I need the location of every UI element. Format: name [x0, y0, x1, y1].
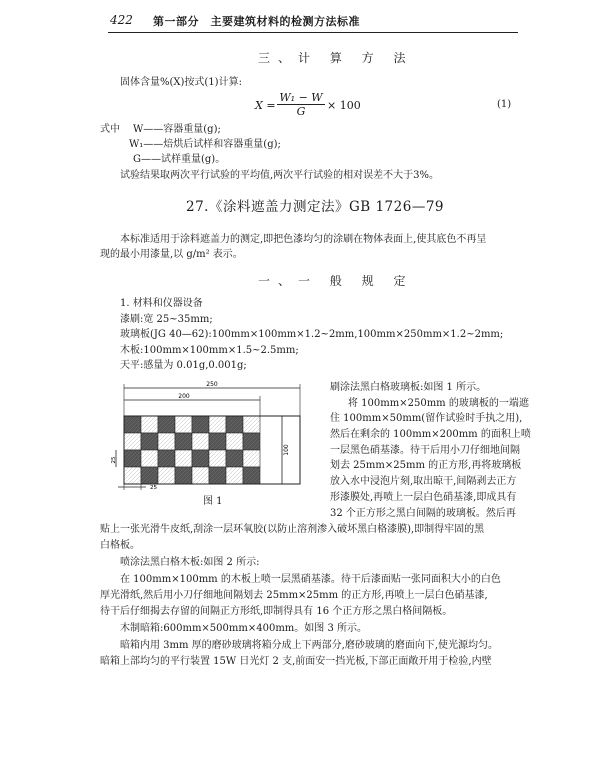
item-glass: 玻璃板(JG 40—62):100mm×100mm×1.2~2mm,100mm×250mm×1.2~2mm;: [120, 329, 504, 340]
fig-text-line-8: 形漆膜处,再喷上一层白色硝基漆,即成具有: [330, 492, 517, 503]
formula-multiplier: × 100: [327, 99, 361, 112]
hatch-line: [268, 416, 320, 484]
def-w: W——容器重量(g);: [133, 124, 221, 135]
spray-line-2: 厚光滑纸,然后用小刀仔细地间隔划去 25mm×25mm 的正方形,再喷上一层白色硝基漆,: [100, 590, 488, 601]
fig-text-line-5: 一层黑色硝基漆。待干后用小刀仔细地间隔: [330, 445, 520, 456]
hatch-line: [292, 416, 320, 484]
formula-fraction: [277, 91, 325, 118]
cont-line-1: 贴上一张光滑牛皮纸,刮涂一层环氧胶(以防止溶剂渗入破坏黑白格漆膜),即制得牢固的黑: [100, 524, 485, 535]
dim-label-25-h: 25: [150, 485, 157, 490]
fig-text-line-3: 住 100mm×50mm(留作试验时手执之用),: [330, 413, 523, 424]
fig-text-line-4: 然后在剩余的 100mm×200mm 的面积上喷: [330, 429, 531, 440]
header-title: 第一部分 主要建筑材料的检测方法标准: [153, 15, 360, 28]
dim-label-250: 250: [206, 381, 218, 388]
calc-intro: 固体含量%(X)按式(1)计算:: [120, 77, 242, 88]
general-heading: 一、一 般 规 定: [258, 274, 414, 288]
materials-subheading: 1. 材料和仪器设备: [120, 298, 203, 309]
page-number: 422: [110, 13, 133, 27]
formula-lhs: X =: [255, 99, 276, 112]
box-line: 木制暗箱:600mm×500mm×400mm。如图 3 所示。: [120, 623, 368, 634]
checker-cell-dark: [124, 450, 141, 467]
item-brush: 漆刷:宽 25~35mm;: [120, 314, 213, 325]
box-text-line-1: 暗箱内用 3mm 厚的磨砂玻璃将箱分成上下两部分,磨砂玻璃的磨面向下,使光源均匀。: [120, 640, 499, 651]
checker-cell-dark: [209, 433, 226, 450]
checker-cell-dark: [209, 467, 226, 484]
hatch-line: [272, 416, 320, 484]
where-label: 式中: [100, 124, 120, 135]
hatch-line: [110, 416, 124, 484]
checker-cell-dark: [175, 467, 192, 484]
fig-text-line-7: 放入水中浸泡片刻,取出晾干,间隔剥去正方: [330, 476, 517, 487]
checker-cell-dark: [141, 467, 158, 484]
checker-cell-dark: [192, 416, 209, 433]
formula-denominator: G: [296, 105, 306, 118]
hatch-line: [260, 416, 320, 484]
hatch-line: [288, 416, 320, 484]
def-g: G——试样重量(g)。: [133, 154, 226, 165]
calc-conclusion: 试验结果取两次平行试验的平均值,两次平行试验的相对误差不大于3%。: [120, 170, 440, 181]
spray-title: 喷涂法黑白格木板:如图 2 所示:: [120, 557, 260, 568]
checker-cell-dark: [124, 416, 141, 433]
checker-cell-dark: [243, 467, 260, 484]
checker-cell-dark: [158, 416, 175, 433]
checker-cell-dark: [226, 416, 243, 433]
item-board: 木板:100mm×100mm×1.5~2.5mm;: [120, 345, 299, 356]
formula-numerator: W₁ − W: [277, 91, 325, 105]
checker-cell-dark: [141, 433, 158, 450]
spray-line-3: 待干后仔细揭去存留的间隔正方形纸,即制得具有 16 个正方形之黑白格间隔板。: [100, 606, 453, 617]
dim-label-100: 100: [283, 444, 290, 456]
checker-cell-dark: [192, 450, 209, 467]
checker-cell-dark: [175, 433, 192, 450]
figure1-diagram: [110, 378, 320, 490]
figure1-label: 图 1: [203, 496, 223, 507]
formula: [255, 91, 365, 121]
equation-number: (1): [497, 99, 512, 110]
standard-title: 27.《涂料遮盖力测定法》GB 1726—79: [186, 199, 444, 215]
item-balance: 天平:感量为 0.01g,0.001g;: [120, 360, 247, 371]
checker-cell-dark: [243, 433, 260, 450]
standard-intro-line-1: 本标准适用于涂料遮盖力的测定,即把色漆均匀的涂刷在物体表面上,使其底色不再呈: [120, 234, 487, 245]
fig-text-line-6: 划去 25mm×25mm 的正方形,再将玻璃板: [330, 460, 522, 471]
fig-text-line-9: 32 个正方形之黑白间隔的玻璃板。然后再: [330, 508, 516, 519]
standard-intro-line-2: 现的最小用漆量,以 g/m² 表示。: [100, 249, 243, 260]
def-w1: W₁——焙烘后试样和容器重量(g);: [129, 139, 281, 150]
fig-text-line-2: 将 100mm×250mm 的玻璃板的一端遮: [348, 398, 529, 409]
checker-cell-dark: [158, 450, 175, 467]
spray-line-1: 在 100mm×100mm 的木板上喷一层黑硝基漆。待干后漆面贴一张同面积大小的白色: [120, 574, 501, 585]
running-header: [108, 10, 518, 33]
fig-text-line-1: 刷涂法黑白格玻璃板:如图 1 所示。: [330, 382, 487, 393]
hatch-line: [264, 416, 320, 484]
box-text-line-2: 暗箱上部均匀的平行装置 15W 日光灯 2 支,前面安一挡光板,下部正面敞开用于检验,内壁: [100, 656, 492, 667]
dim-label-200: 200: [178, 393, 190, 400]
cont-line-2: 白格板。: [100, 540, 140, 551]
checker-cell-dark: [226, 450, 243, 467]
calc-heading: 三、计 算 方 法: [258, 51, 414, 65]
dim-label-25-v: 25: [111, 456, 117, 464]
